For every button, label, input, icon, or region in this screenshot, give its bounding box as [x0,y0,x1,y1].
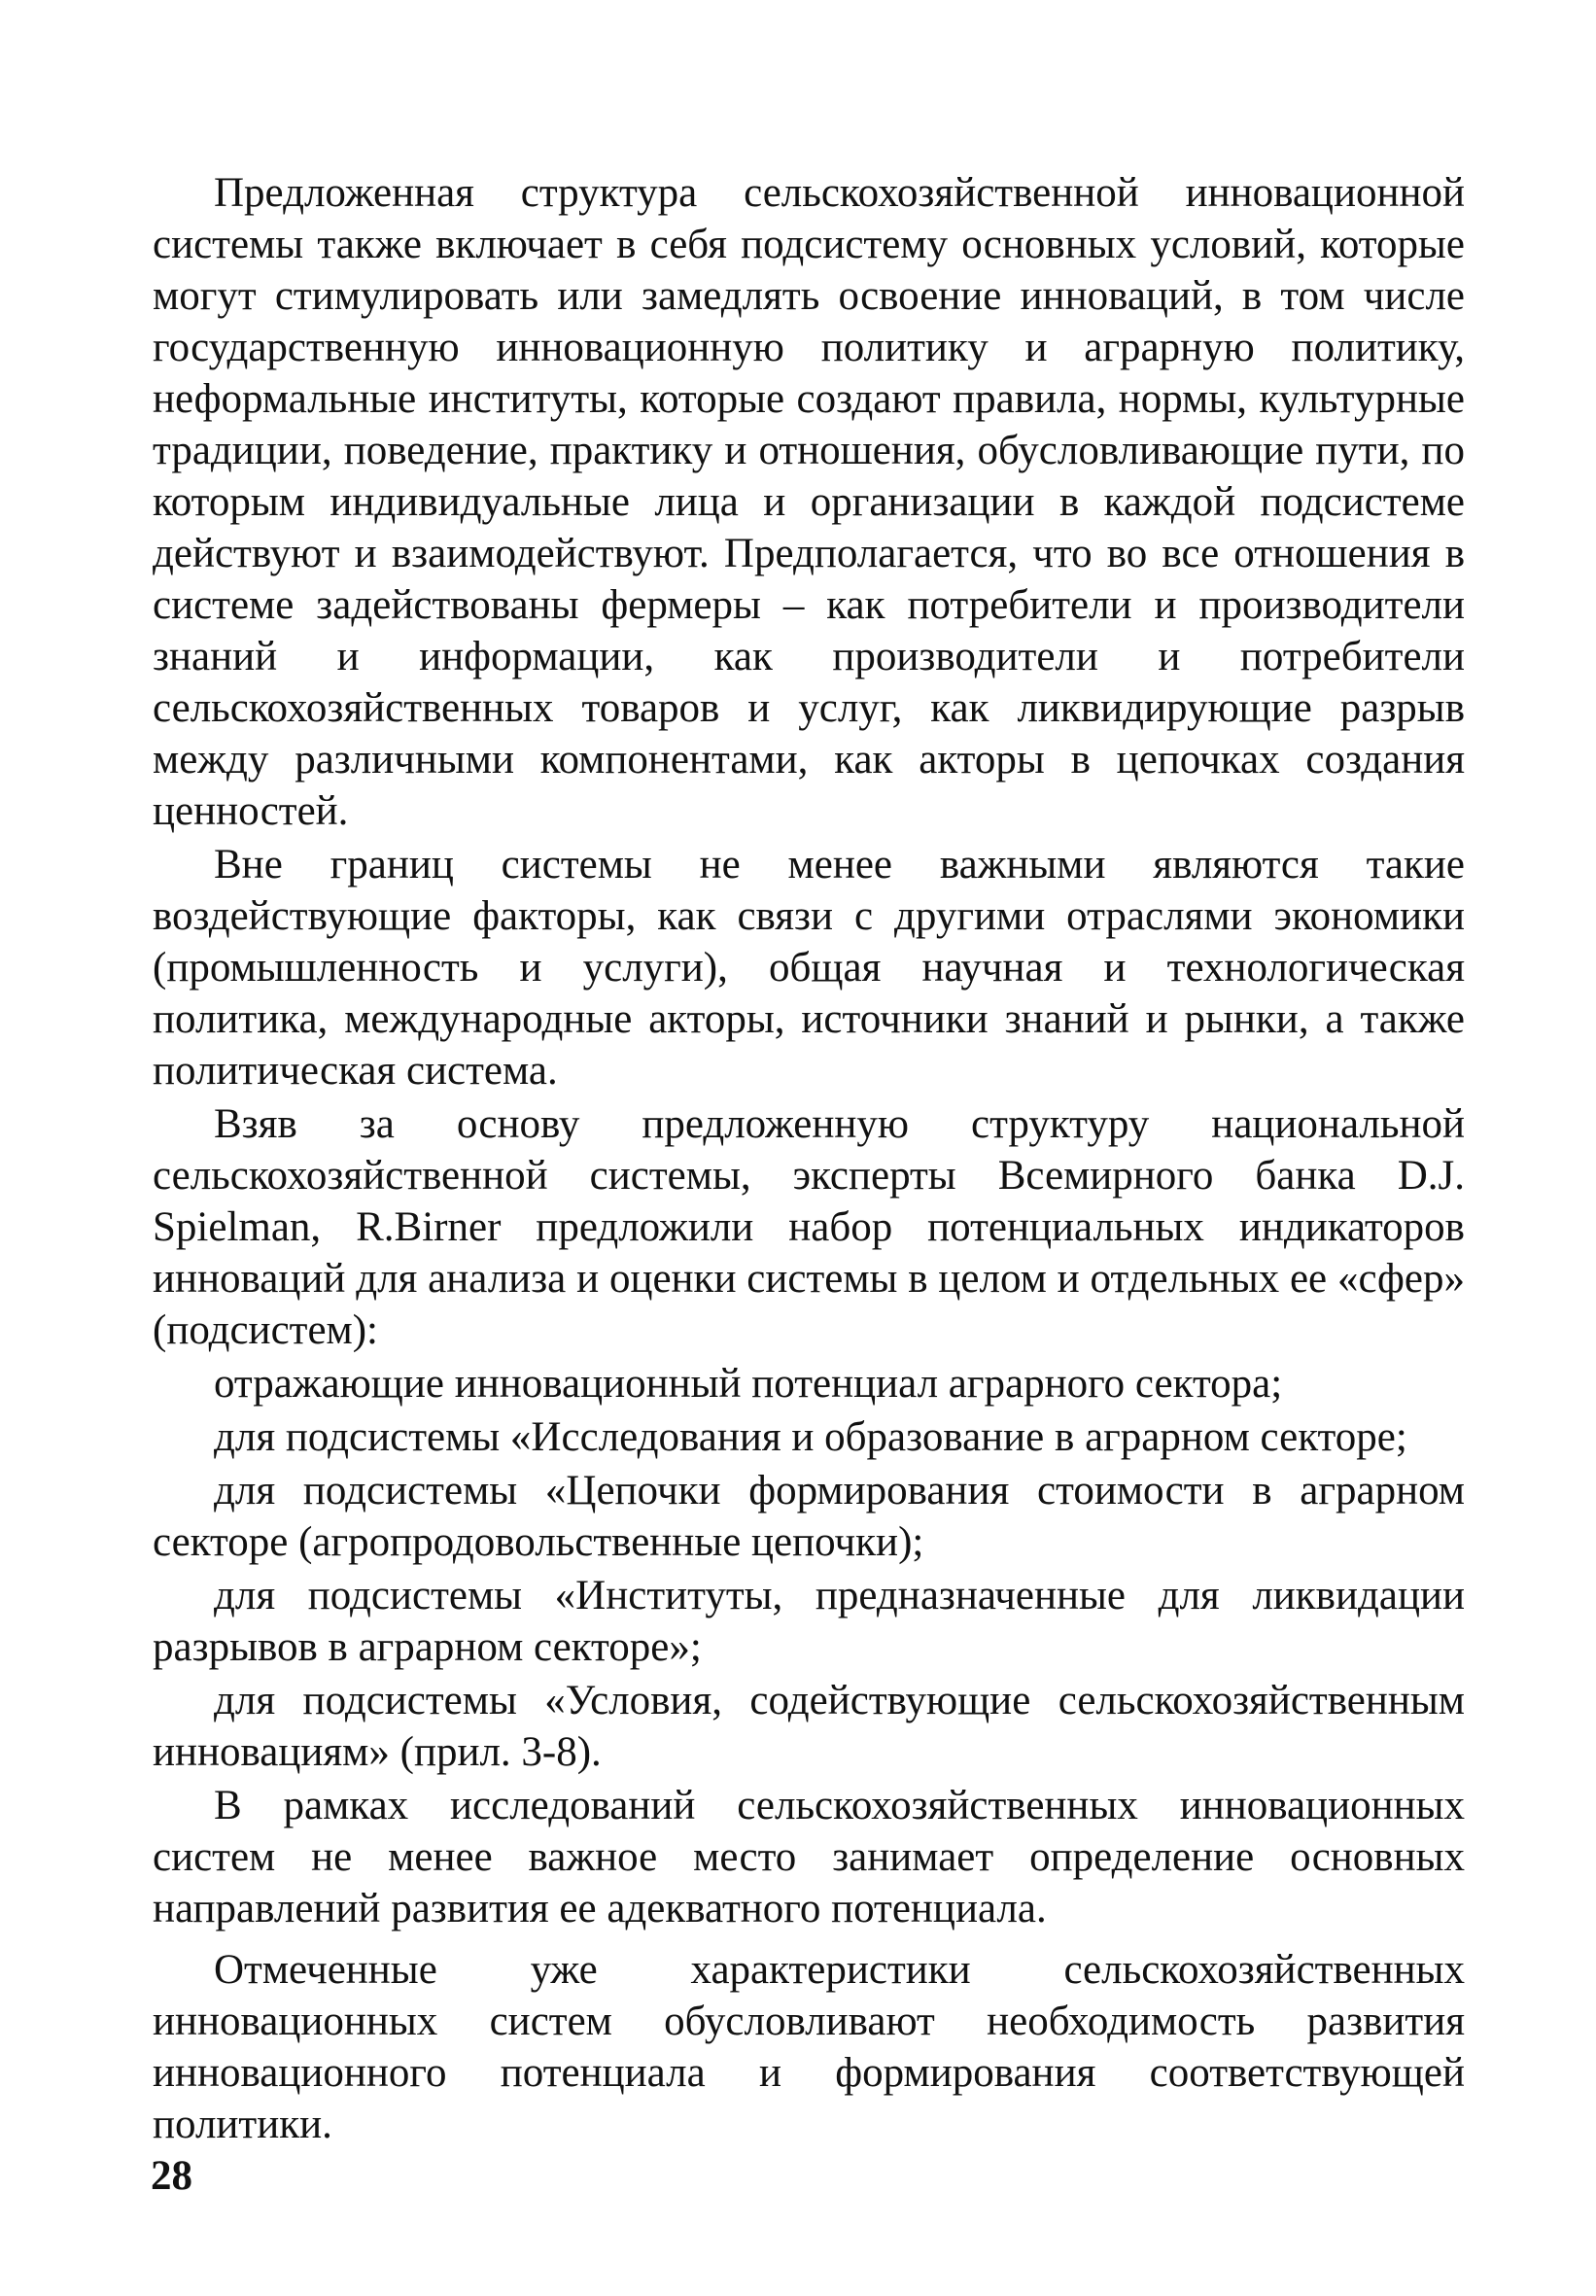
list-item-3: для подсистемы «Цепочки формирования стоимости в аграрном секторе (агропродовольственные цепочки); [153,1468,1465,1565]
paragraph-1: Предложенная структура сельскохозяйственной инновационной системы также включает в себя подсистему основных условий, которые могут стимулировать или замедлять освоение инноваций, в том числе государственную инновационную политику и аграрную политику, неформальные институты, которые создают правила, нормы, культурные традиции, поведение, практику и отношения, обусловливающие пути, по которым индивидуальные лица и организации в каждой подсистеме действуют и взаимодействуют. Предполагается, что во все отношения в системе задействованы фермеры – как потребители и производители знаний и информации, как производители и потребители сельскохозяйственных товаров и услуг, как ликвидирующие разрыв между различными компонентами, как акторы в цепочках создания ценностей. [153,170,1465,834]
list-item-1: отражающие инновационный потенциал аграрного сектора; [214,1361,1283,1407]
page-number: 28 [151,2153,192,2199]
paragraph-5: Отмеченные уже характеристики сельскохозяйственных инновационных систем обусловливают необходимость развития инновационного потенциала и формирования соответствующей политики. [153,1947,1465,2147]
list-item-4: для подсистемы «Институты, предназначенные для ликвидации разрывов в аграрном секторе»; [153,1573,1465,1670]
paragraph-4: В рамках исследований сельскохозяйственных инновационных систем не менее важное место занимает определение основных направлений развития ее адекватного потенциала. [153,1783,1465,1931]
list-item-5: для подсистемы «Условия, содействующие сельскохозяйственным инновациям» (прил. 3-8). [153,1678,1465,1775]
body-text [153,167,1465,2150]
paragraph-2: Вне границ системы не менее важными являются такие воздействующие факторы, как связи с другими отраслями экономики (промышленность и услуги), общая научная и технологическая политика, международные акторы, источники знаний и рынки, а также политическая система. [153,842,1465,1094]
paragraph-3: Взяв за основу предложенную структуру национальной сельскохозяйственной системы, эксперты Всемирного банка D.J. Spielman, R.Birner предложили набор потенциальных индикаторов инноваций для анализа и оценки системы в целом и отдельных ее «сфер» (подсистем): [153,1101,1465,1353]
list-item-2: для подсистемы «Исследования и образование в аграрном секторе; [214,1414,1407,1460]
